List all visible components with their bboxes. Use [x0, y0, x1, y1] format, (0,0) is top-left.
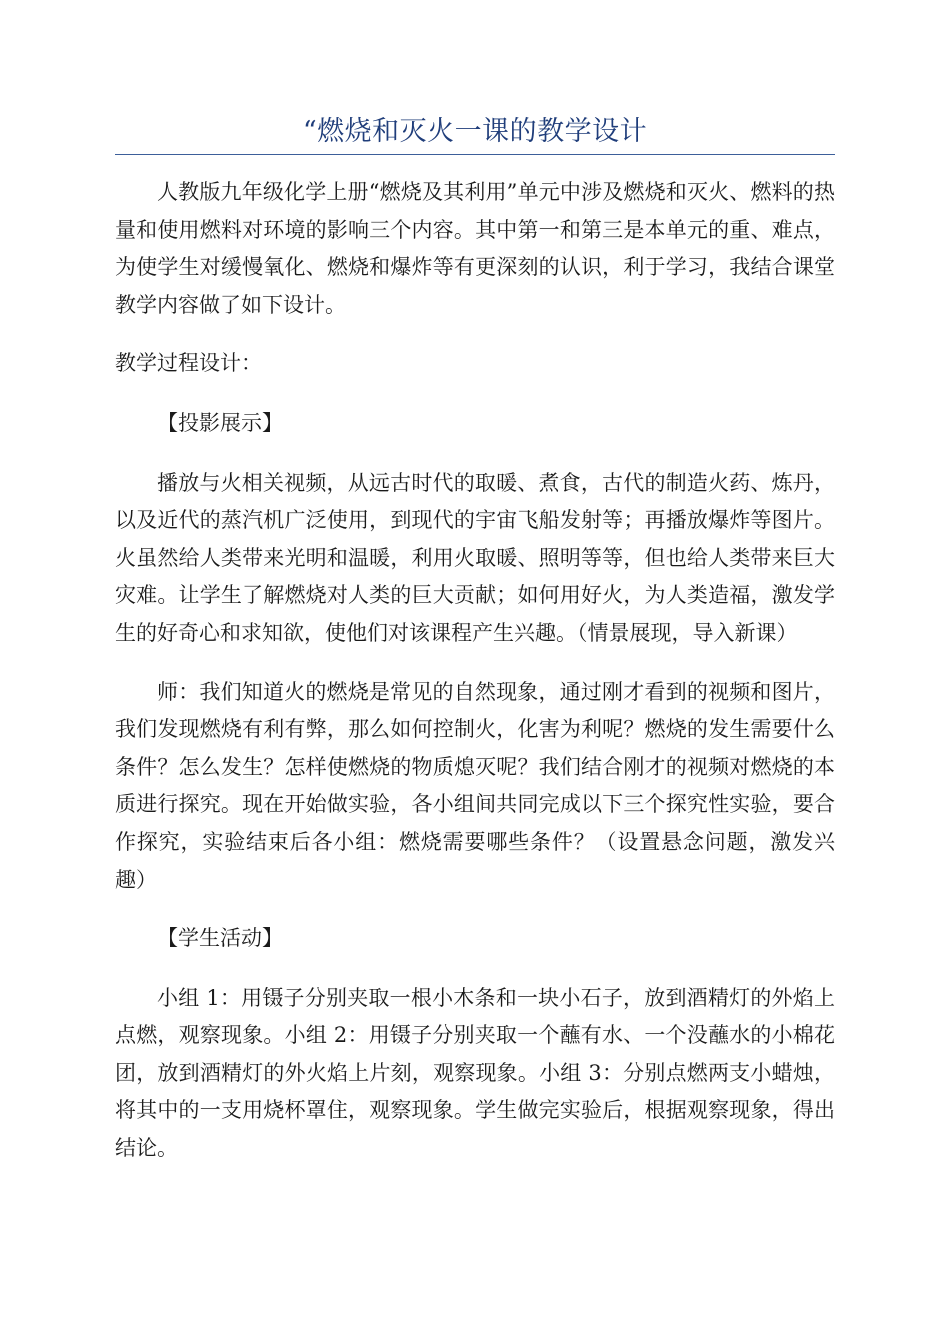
paragraph-teacher: 师：我们知道火的燃烧是常见的自然现象，通过刚才看到的视频和图片，我们发现燃烧有利有弊，那么如何控制火，化害为利呢？燃烧的发生需要什么条件？怎么发生？怎样使燃烧的物质熄灭呢？我们结合刚才的视频对燃烧的本质进行探究。现在开始做实验，各小组间共同完成以下三个探究性实验，要合作探究，实验结束后各小组：燃烧需要哪些条件？（设置悬念问题，激发兴趣） [115, 679, 835, 892]
document-title: “燃烧和灭火一课的教学设计 [302, 116, 648, 147]
heading-teaching-process: 教学过程设计： [115, 351, 262, 376]
heading-projection: 【投影展示】 [157, 410, 283, 435]
paragraph-intro: 人教版九年级化学上册“燃烧及其利用”单元中涉及燃烧和灭火、燃料的热量和使用燃料对环境的影响三个内容。其中第一和第三是本单元的重、难点，为使学生对缓慢氧化、燃烧和爆炸等有更深刻的认识，利于学习，我结合课堂教学内容做了如下设计。 [115, 180, 835, 317]
document-body [115, 174, 835, 1189]
heading-student-activity: 【学生活动】 [157, 926, 283, 951]
paragraph-student-activity: 小组 1：用镊子分别夹取一根小木条和一块小石子，放到酒精灯的外焰上点燃，观察现象。小组 2：用镊子分别夹取一个蘸有水、一个没蘸水的小棉花团，放到酒精灯的外火焰上片刻，观察现象。小组 3：分别点燃两支小蜡烛，将其中的一支用烧杯罩住，观察现象。学生做完实验后，根据观察现象，得出结论。 [115, 985, 835, 1161]
paragraph-projection: 播放与火相关视频，从远古时代的取暖、煮食，古代的制造火药、炼丹，以及近代的蒸汽机广泛使用，到现代的宇宙飞船发射等；再播放爆炸等图片。火虽然给人类带来光明和温暖，利用火取暖、照明等等，但也给人类带来巨大灾难。让学生了解燃烧对人类的巨大贡献；如何用好火，为人类造福，激发学生的好奇心和求知欲，使他们对该课程产生兴趣。（情景展现，导入新课） [115, 470, 835, 645]
title-underline [115, 154, 835, 155]
